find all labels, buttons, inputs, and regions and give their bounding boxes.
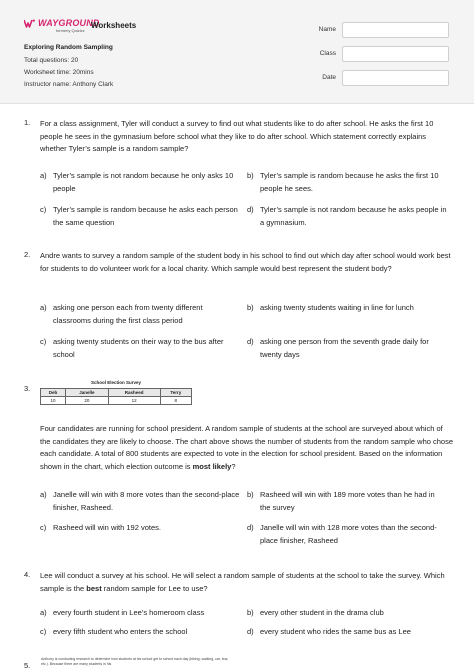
- option-d[interactable]: [247, 336, 447, 361]
- question-text-part: Four candidates are running for school president. A random sample of students at the school are surveyed about which of the candidates they are likely to choose. The chart above shows the number of students from the random sample who chose each candidate. A total of 800 students are expected to vote in the election for school president. Based on the information shown in the chart, which election outcome is: [40, 424, 454, 471]
- option-text: Tyler’s sample is random because he asks the first 10 people he sees.: [260, 171, 439, 193]
- election-survey-table: [40, 380, 192, 405]
- question-number: 4.: [24, 570, 31, 579]
- value-cell: 12: [108, 397, 160, 405]
- option-text: every fourth student in Lee’s homeroom class: [53, 608, 205, 617]
- option-text: Rasheed will win with 189 more votes than he had in the survey: [260, 490, 435, 512]
- option-c[interactable]: [40, 626, 240, 639]
- question-text: [40, 423, 454, 473]
- worksheet-header: [0, 0, 474, 104]
- option-text: Rasheed will win with 192 votes.: [53, 523, 161, 532]
- class-field[interactable]: [342, 46, 449, 62]
- question-text: Anthony is conducting research to determine how students at his school get to school each day (biking, walking, car, bus, etc.). Because there are many students in his: [41, 657, 229, 666]
- wayground-logo-icon: [24, 19, 35, 28]
- option-b[interactable]: [247, 489, 447, 514]
- option-letter: d): [247, 523, 254, 532]
- option-text: asking twenty students waiting in line for lunch: [260, 303, 414, 312]
- option-b[interactable]: [247, 607, 447, 620]
- option-letter: a): [40, 608, 47, 617]
- header-cell: Terry: [160, 389, 191, 397]
- option-text: Tyler’s sample is random because he asks each person the same question: [53, 205, 238, 227]
- worksheet-title: Exploring Random Sampling: [24, 44, 113, 51]
- option-a[interactable]: [40, 607, 240, 620]
- class-label: Class: [319, 50, 336, 57]
- option-text: Janelle will win with 8 more votes than the second-place finisher, Rasheed.: [53, 490, 240, 512]
- option-text: Janelle will win with 128 more votes than the second-place finisher, Rasheed: [260, 523, 437, 545]
- option-a[interactable]: [40, 170, 240, 195]
- question-2: [24, 250, 454, 275]
- option-b[interactable]: [247, 170, 447, 195]
- logo-wordmark: WAYGROUND: [38, 18, 100, 28]
- option-letter: c): [40, 523, 47, 532]
- option-c[interactable]: [40, 336, 240, 361]
- question-number: 2.: [24, 250, 31, 259]
- option-c[interactable]: [40, 522, 240, 535]
- value-cell: 20: [65, 397, 108, 405]
- option-d[interactable]: [247, 626, 447, 639]
- option-text: every student who rides the same bus as Lee: [260, 627, 411, 636]
- option-letter: c): [40, 337, 47, 346]
- option-letter: d): [247, 337, 254, 346]
- survey-table: [40, 388, 192, 405]
- logo-subtext: formerly Quizizz: [56, 28, 85, 33]
- question-3: [24, 423, 454, 473]
- option-text: asking twenty students on their way to the bus after school: [53, 337, 224, 359]
- value-cell: 10: [41, 397, 66, 405]
- option-letter: b): [247, 171, 254, 180]
- value-cell: 8: [160, 397, 191, 405]
- option-a[interactable]: [40, 489, 240, 514]
- question-text: [40, 570, 454, 595]
- option-a[interactable]: [40, 302, 240, 327]
- option-letter: c): [40, 205, 47, 214]
- doc-type-label: Worksheets: [91, 21, 137, 30]
- header-cell: Rasheed: [108, 389, 160, 397]
- worksheet-time: Worksheet time: 20mins: [24, 69, 94, 76]
- question-text-part: Lee will conduct a survey at his school. He will select a random sample of students at the school to take the survey. Which sample is the: [40, 571, 445, 593]
- question-number: 1.: [24, 118, 31, 127]
- header-cell: Janelle: [65, 389, 108, 397]
- name-label: Name: [318, 26, 336, 33]
- question-text-part: ?: [231, 461, 236, 471]
- option-letter: c): [40, 627, 47, 636]
- question-text: Andre wants to survey a random sample of the student body in his school to find out which day after school would work best for students to do volunteer work for a local charity. Which sample would best represent the student body?: [40, 251, 451, 273]
- option-letter: b): [247, 303, 254, 312]
- option-text: Tyler’s sample is not random because he only asks 10 people: [53, 171, 234, 193]
- option-text: every fifth student who enters the school: [53, 627, 188, 636]
- option-text: asking one person from the seventh grade daily for twenty days: [260, 337, 429, 359]
- header-cell: Deb: [41, 389, 66, 397]
- option-letter: b): [247, 608, 254, 617]
- option-b[interactable]: [247, 302, 447, 315]
- option-letter: a): [40, 303, 47, 312]
- date-label: Date: [322, 74, 336, 81]
- option-letter: a): [40, 490, 47, 499]
- option-text: Tyler’s sample is not random because he asks people in a gymnasium.: [260, 205, 447, 227]
- question-text-part: random sample for Lee to use?: [101, 583, 208, 593]
- question-1: [24, 118, 454, 156]
- emphasis-text: best: [86, 583, 102, 593]
- option-d[interactable]: [247, 522, 447, 547]
- question-text: For a class assignment, Tyler will conduct a survey to find out what students like to do after school. He asks the first 10 people he sees in the gymnasium before school what they like to do after school. Which statement correctly explains whether Tyler’s sample is a random sample?: [40, 119, 434, 153]
- option-text: every other student in the drama club: [260, 608, 384, 617]
- total-questions: Total questions: 20: [24, 57, 79, 64]
- question-number: 3.: [24, 384, 31, 393]
- option-letter: b): [247, 490, 254, 499]
- question-number: 5.: [24, 661, 31, 670]
- option-c[interactable]: [40, 204, 240, 229]
- instructor-name: Instructor name: Anthony Clark: [24, 81, 114, 88]
- name-field[interactable]: [342, 22, 449, 38]
- option-text: asking one person each from twenty different classrooms during the first class period: [53, 303, 203, 325]
- option-letter: a): [40, 171, 47, 180]
- question-4: [24, 570, 454, 595]
- option-letter: d): [247, 205, 254, 214]
- brand-logo: [24, 18, 100, 33]
- option-d[interactable]: [247, 204, 447, 229]
- table-title: School Election Survey: [90, 380, 141, 385]
- option-letter: d): [247, 627, 254, 636]
- emphasis-text: most likely: [192, 461, 232, 471]
- date-field[interactable]: [342, 70, 449, 86]
